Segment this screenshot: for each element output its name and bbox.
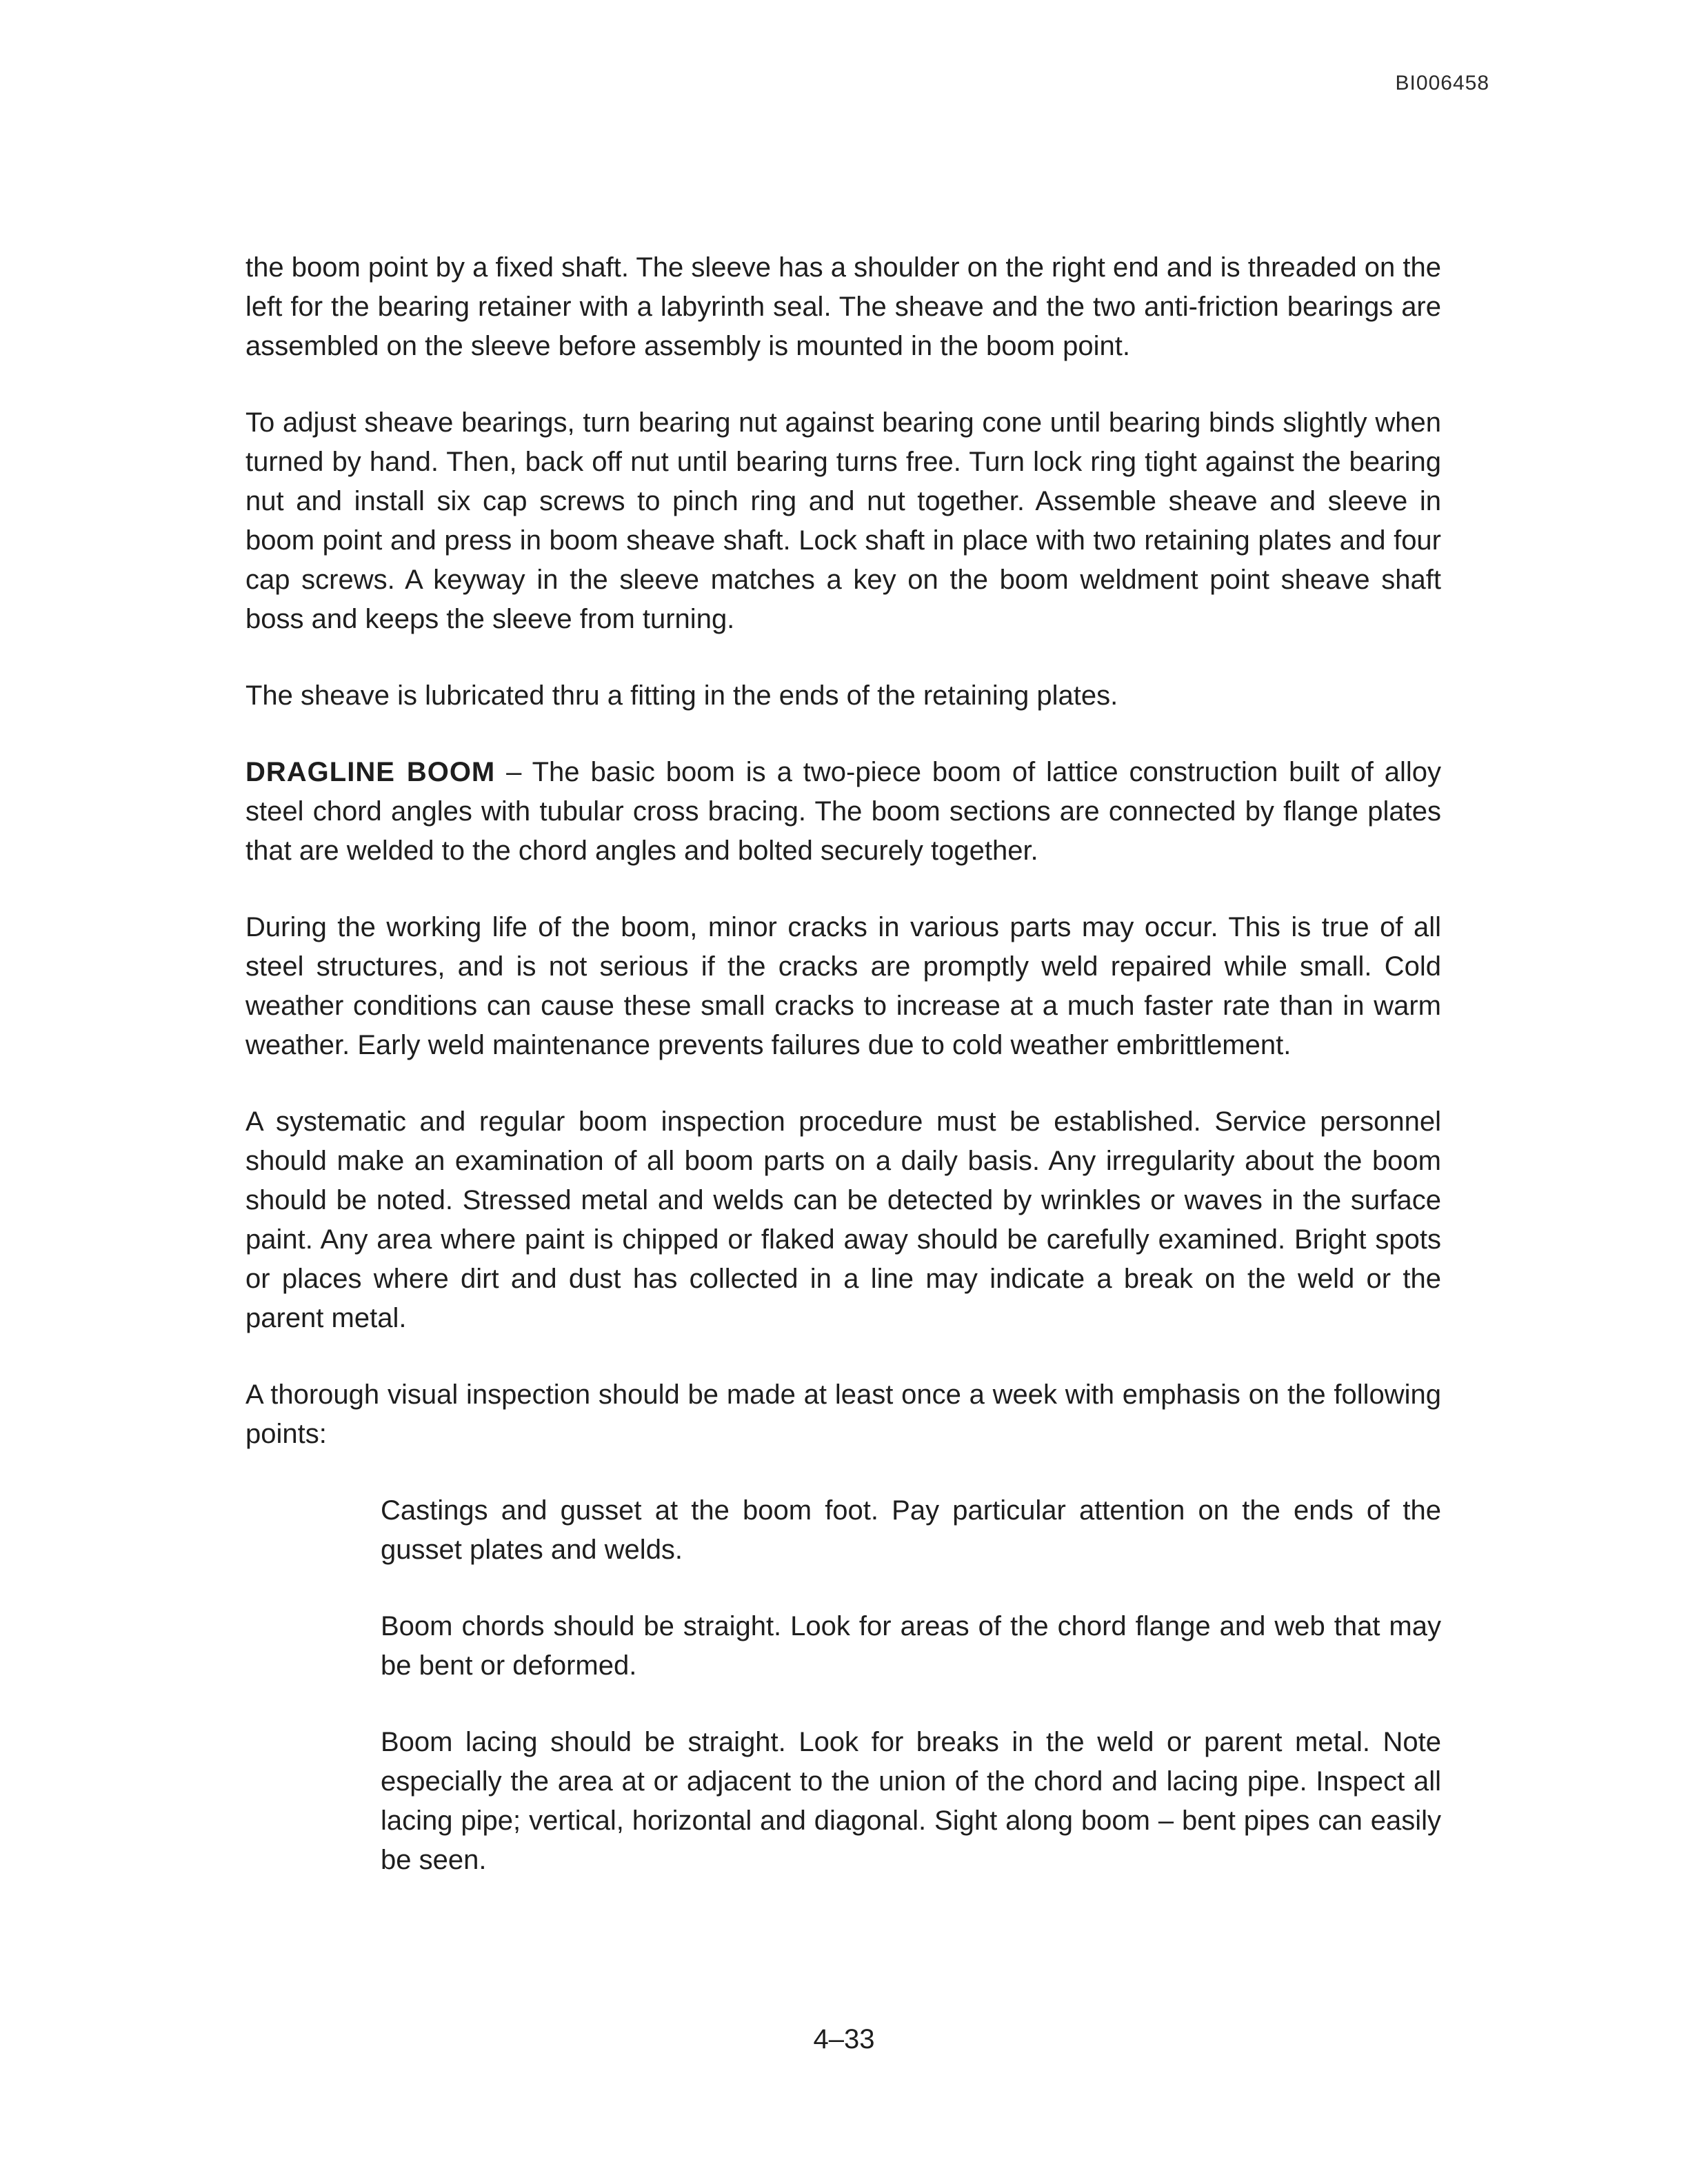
inspection-point-castings-gusset: Castings and gusset at the boom foot. Pay particular attention on the ends of the gusset plates and welds. — [381, 1495, 1441, 1565]
inspection-point — [245, 1491, 1441, 1570]
paragraph-working-life-cracks: During the working life of the boom, minor cracks in various parts may occur. This is true of all steel structures, and is not serious if the cracks are promptly weld repaired while small. Cold weather conditions can cause these small cracks to increase at a much faster rate than in warm weather. Early weld maintenance prevents failures due to cold weather embrittlement. — [245, 912, 1441, 1060]
inspection-point — [245, 1607, 1441, 1686]
paragraph-boom-point-shaft: the boom point by a fixed shaft. The sleeve has a shoulder on the right end and is threaded on the left for the bearing retainer with a labyrinth seal. The sheave and the two anti-friction bearings are assembled on the sleeve before assembly is mounted in the boom point. — [245, 252, 1441, 361]
dragline-boom-description: – The basic boom is a two-piece boom of lattice construction built of alloy steel chord angles with tubular cross bracing. The boom sections are connected by flange plates that are welded to the chord angles and bolted securely together. — [245, 757, 1441, 866]
inspection-point — [245, 1723, 1441, 1880]
paragraph-adjust-sheave-bearings: To adjust sheave bearings, turn bearing nut against bearing cone until bearing binds slightly when turned by hand. Then, back off nut until bearing turns free. Turn lock ring tight against the bearing nut and install six cap screws to pinch ring and nut together. Assemble sheave and sleeve in boom point and press in boom sheave shaft. Lock shaft in place with two retaining plates and four cap screws. A keyway in the sleeve matches a key on the boom weldment point sheave shaft boss and keeps the sleeve from turning. — [245, 407, 1441, 634]
paragraph-dragline-boom — [245, 753, 1441, 871]
section-heading-dragline-boom: DRAGLINE BOOM — [245, 757, 496, 787]
inspection-point-boom-chords: Boom chords should be straight. Look for areas of the chord flange and web that may be bent or deformed. — [381, 1611, 1441, 1681]
page-body — [245, 248, 1441, 1917]
document-id: BI006458 — [1395, 72, 1489, 94]
page-number: 4–33 — [813, 2024, 875, 2054]
paragraph-sheave-lubrication: The sheave is lubricated thru a fitting in the ends of the retaining plates. — [245, 680, 1118, 711]
paragraph-weekly-inspection: A thorough visual inspection should be made at least once a week with emphasis on the following points: — [245, 1379, 1441, 1449]
paragraph-inspection-procedure: A systematic and regular boom inspection procedure must be established. Service personnel should make an examination of all boom parts on a daily basis. Any irregularity about the boom should be noted. Stressed metal and welds can be detected by wrinkles or waves in the surface paint. Any area where paint is chipped or flaked away should be carefully examined. Bright spots or places where dirt and dust has collected in a line may indicate a break on the weld or the parent metal. — [245, 1106, 1441, 1333]
inspection-point-boom-lacing: Boom lacing should be straight. Look for breaks in the weld or parent metal. Note especially the area at or adjacent to the union of the chord and lacing pipe. Inspect all lacing pipe; vertical, horizontal and diagonal. Sight along boom – bent pipes can easily be seen. — [381, 1727, 1441, 1875]
